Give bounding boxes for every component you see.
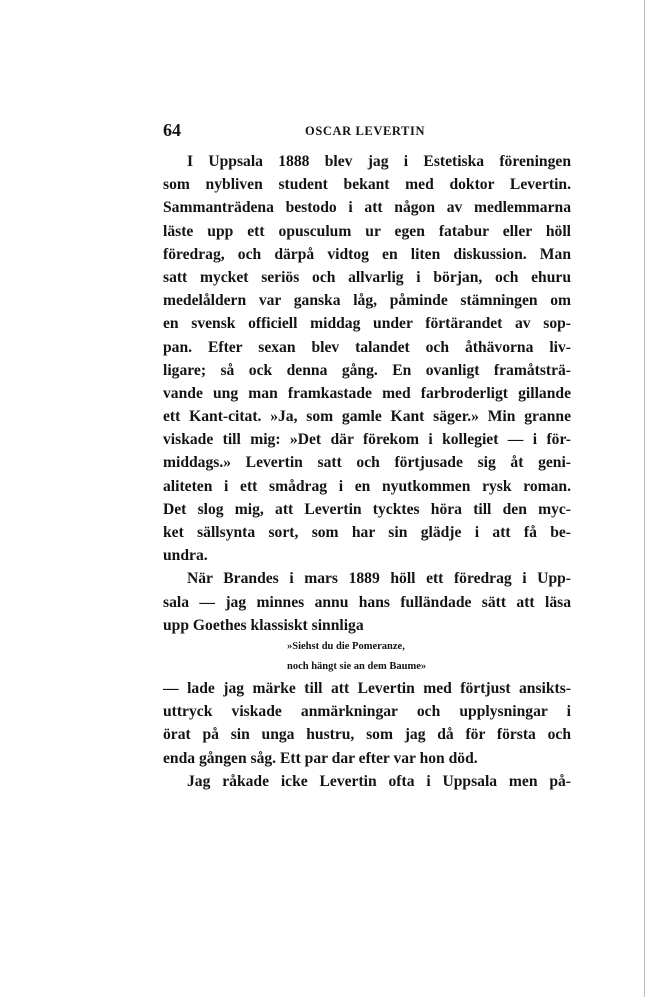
text-line: örat på sin unga hustru, som jag då för första och [163, 726, 571, 744]
text-line: uttryck viskade anmärkningar och upplysningar i [163, 703, 571, 721]
text-line: Sammanträdena bestodo i att någon av medlemmarna [163, 199, 571, 217]
text-line: enda gången såg. Ett par dar efter var hon död. [163, 749, 478, 767]
text-line: som nybliven student bekant med doktor Levertin. [163, 176, 571, 194]
text-line: — lade jag märke till att Levertin med förtjust ansikts- [163, 679, 571, 697]
quote-line: »Siehst du die Pomeranze, [287, 640, 405, 652]
running-title: OSCAR LEVERTIN [305, 124, 426, 138]
text-line: middags.» Levertin satt och förtjusade sig åt geni- [163, 454, 571, 472]
body-text [163, 150, 571, 793]
page-header [163, 120, 573, 142]
text-line: I Uppsala 1888 blev jag i Estetiska föreningen [187, 153, 571, 170]
page-number: 64 [163, 120, 181, 140]
text-line: När Brandes i mars 1889 höll ett föredrag i Upp- [187, 570, 571, 588]
text-line: Jag råkade icke Levertin ofta i Uppsala men på- [187, 772, 571, 790]
text-line: pan. Efter sexan blev talandet och åthävorna liv- [163, 338, 571, 356]
text-line: en svensk officiell middag under förtärandet av sop- [163, 315, 571, 333]
text-line: ligare; så ock denna gång. En ovanligt framåtsträ- [163, 361, 571, 379]
text-line: viskade till mig: »Det där förekom i kollegiet — i för- [163, 431, 571, 449]
page-edge-line [644, 0, 645, 997]
text-line: ket sällsynta sort, som har sin glädje i att få be- [163, 524, 571, 541]
text-line: satt mycket seriös och allvarlig i början, och ehuru [163, 268, 571, 286]
text-line: vande ung man framkastade med farbroderligt gillande [163, 384, 571, 402]
text-line: läste upp ett opusculum ur egen fatabur eller höll [163, 222, 571, 240]
quote-line: noch hängt sie an dem Baume» [287, 660, 427, 672]
text-line: ett Kant-citat. »Ja, som gamle Kant säger.» Min granne [163, 408, 571, 426]
text-line: medelåldern var ganska låg, påminde stämningen om [163, 292, 571, 310]
text-line: aliteten i ett smådrag i en nyutkommen rysk roman. [163, 477, 571, 495]
text-line: undra. [163, 547, 208, 565]
text-line: sala — jag minnes annu hans fulländade sätt att läsa [163, 593, 571, 611]
text-line: upp Goethes klassiskt sinnliga [163, 616, 364, 634]
text-line: Det slog mig, att Levertin tycktes höra till den myc- [163, 500, 571, 518]
text-line: föredrag, och därpå vidtog en liten diskussion. Man [163, 245, 571, 263]
